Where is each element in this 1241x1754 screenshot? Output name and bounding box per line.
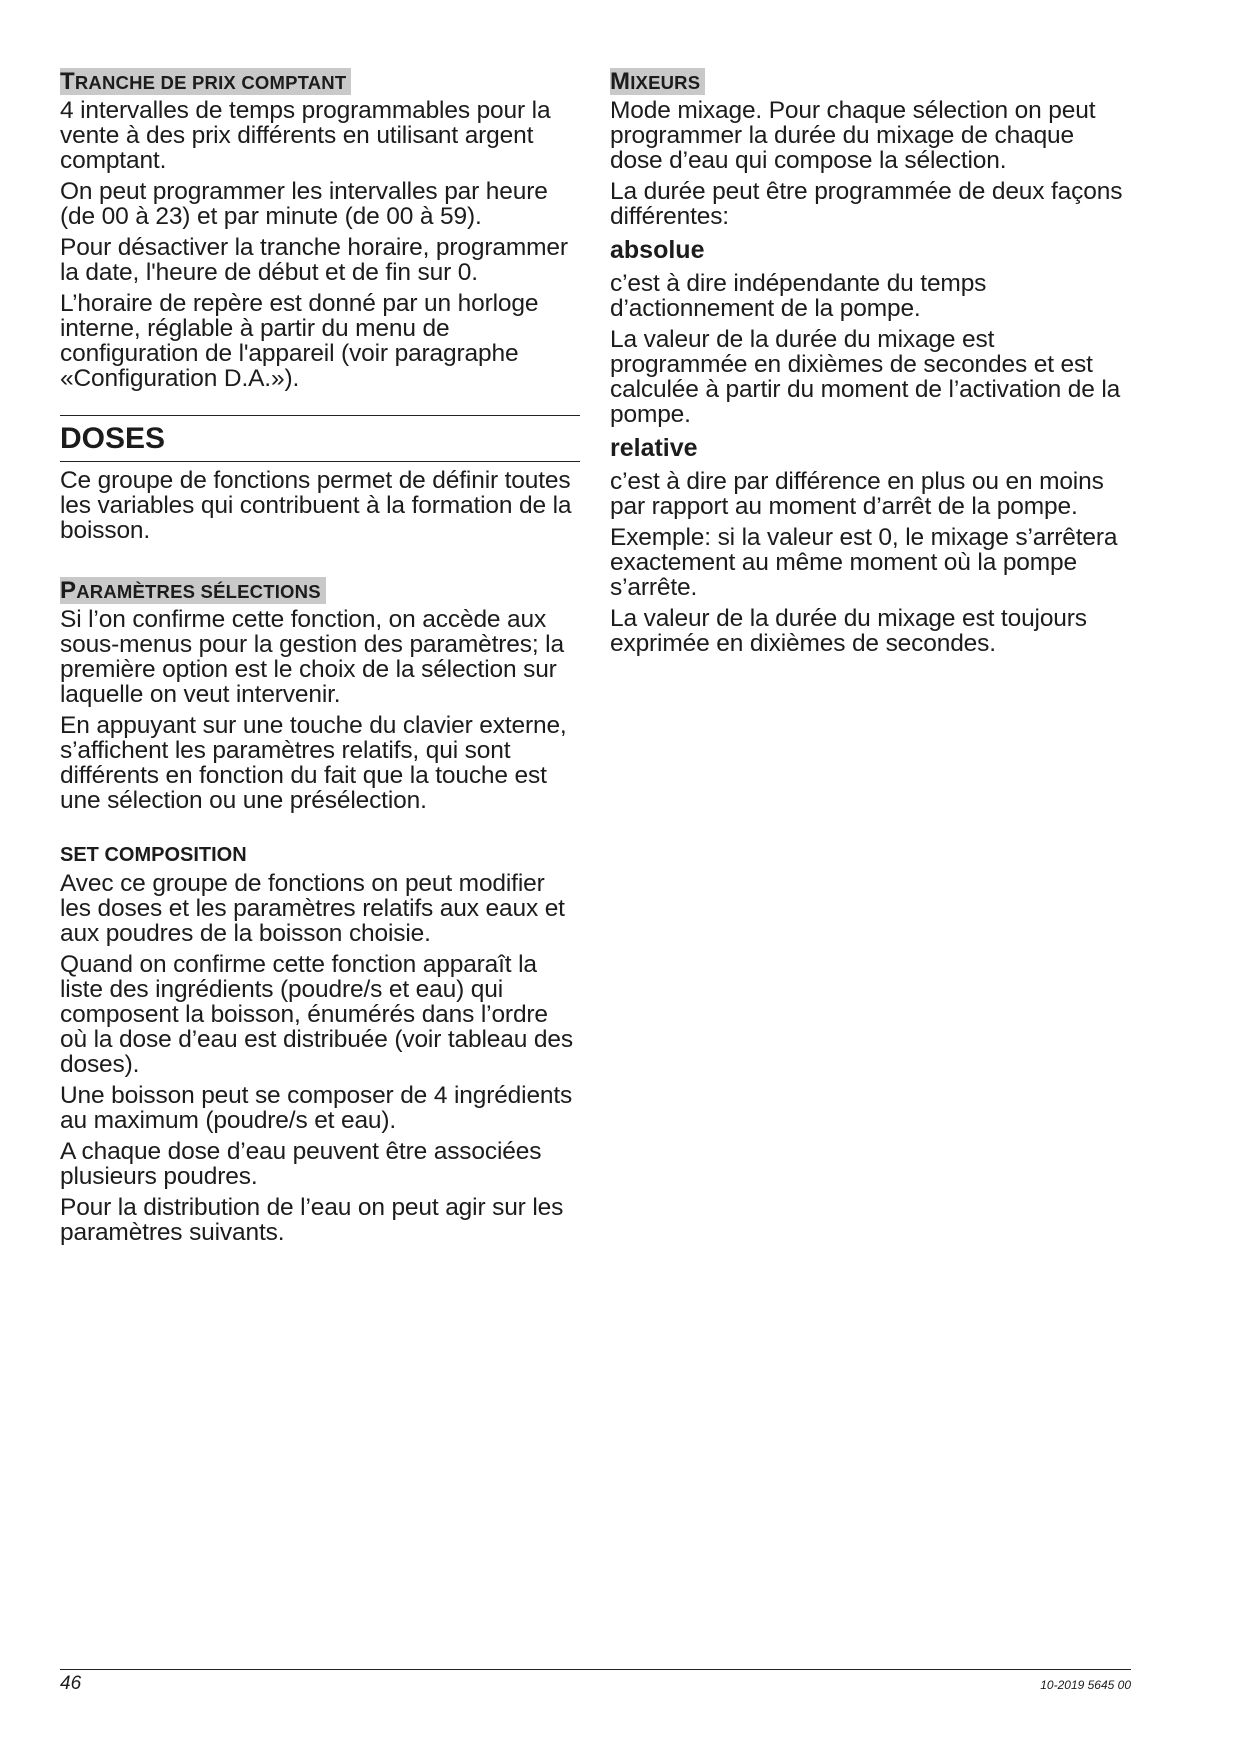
tranche-paragraph-2: On peut programmer les intervalles par heure (de 00 à 23) et par minute (de 00 à 59). [60,178,548,230]
relative-heading: relative [610,434,698,462]
parametres-heading: PARAMÈTRES SÉLECTIONS [60,577,326,604]
doses-section-header [60,415,580,462]
absolue-paragraph-2: La valeur de la durée du mixage est programmée en dixièmes de secondes et est calculée à partir du moment de l’activation de la pompe. [610,326,1121,428]
mixeurs-paragraph-2: La durée peut être programmée de deux façons différentes: [610,178,1123,230]
document-code: 10-2019 5645 00 [1040,1678,1131,1692]
set-composition-paragraph-1: Avec ce groupe de fonctions on peut modifier les doses et les paramètres relatifs aux eaux et aux poudres de la boisson choisie. [60,870,565,947]
mixeurs-paragraph-1: Mode mixage. Pour chaque sélection on peut programmer la durée du mixage de chaque dose d’eau qui compose la sélection. [610,97,1096,174]
page-number: 46 [60,1673,82,1694]
doses-title: DOSES [60,422,166,455]
parametres-paragraph-1: Si l’on confirme cette fonction, on accède aux sous-menus pour la gestion des paramètres; la première option est le choix de la sélection sur laquelle on veut intervenir. [60,606,564,708]
left-column [60,68,580,1251]
tranche-paragraph-1: 4 intervalles de temps programmables pour la vente à des prix différents en utilisant argent comptant. [60,97,551,174]
absolue-heading: absolue [610,236,705,264]
doses-intro: Ce groupe de fonctions permet de définir toutes les variables qui contribuent à la formation de la boisson. [60,467,572,544]
tranche-paragraph-3: Pour désactiver la tranche horaire, programmer la date, l'heure de début et de fin sur 0. [60,234,568,286]
set-composition-paragraph-3: Une boisson peut se composer de 4 ingrédients au maximum (poudre/s et eau). [60,1082,573,1134]
tranche-heading: TRANCHE DE PRIX COMPTANT [60,68,351,95]
set-composition-paragraph-2: Quand on confirme cette fonction apparaît la liste des ingrédients (poudre/s et eau) qui composent la boisson, énumérés dans l’ordre où la dose d’eau est distribuée (voir tableau des doses). [60,951,573,1078]
right-column [610,68,1130,662]
set-composition-paragraph-4: A chaque dose d’eau peuvent être associées plusieurs poudres. [60,1138,542,1190]
relative-paragraph-1: c’est à dire par différence en plus ou en moins par rapport au moment d’arrêt de la pompe. [610,468,1104,520]
relative-paragraph-2: Exemple: si la valeur est 0, le mixage s’arrêtera exactement au même moment où la pompe s’arrête. [610,524,1118,601]
tranche-paragraph-4: L’horaire de repère est donné par un horloge interne, réglable à partir du menu de configuration de l'appareil (voir paragraphe «Configuration D.A.»). [60,290,539,392]
set-composition-heading: SET COMPOSITION [60,844,247,866]
absolue-paragraph-1: c’est à dire indépendante du temps d’actionnement de la pompe. [610,270,987,322]
mixeurs-heading: MIXEURS [610,68,705,95]
relative-paragraph-3: La valeur de la durée du mixage est toujours exprimée en dixièmes de secondes. [610,605,1087,657]
parametres-paragraph-2: En appuyant sur une touche du clavier externe, s’affichent les paramètres relatifs, qui sont différents en fonction du fait que la touche est une sélection ou une présélection. [60,712,567,814]
set-composition-paragraph-5: Pour la distribution de l’eau on peut agir sur les paramètres suivants. [60,1194,564,1246]
footer-rule [60,1669,1131,1670]
